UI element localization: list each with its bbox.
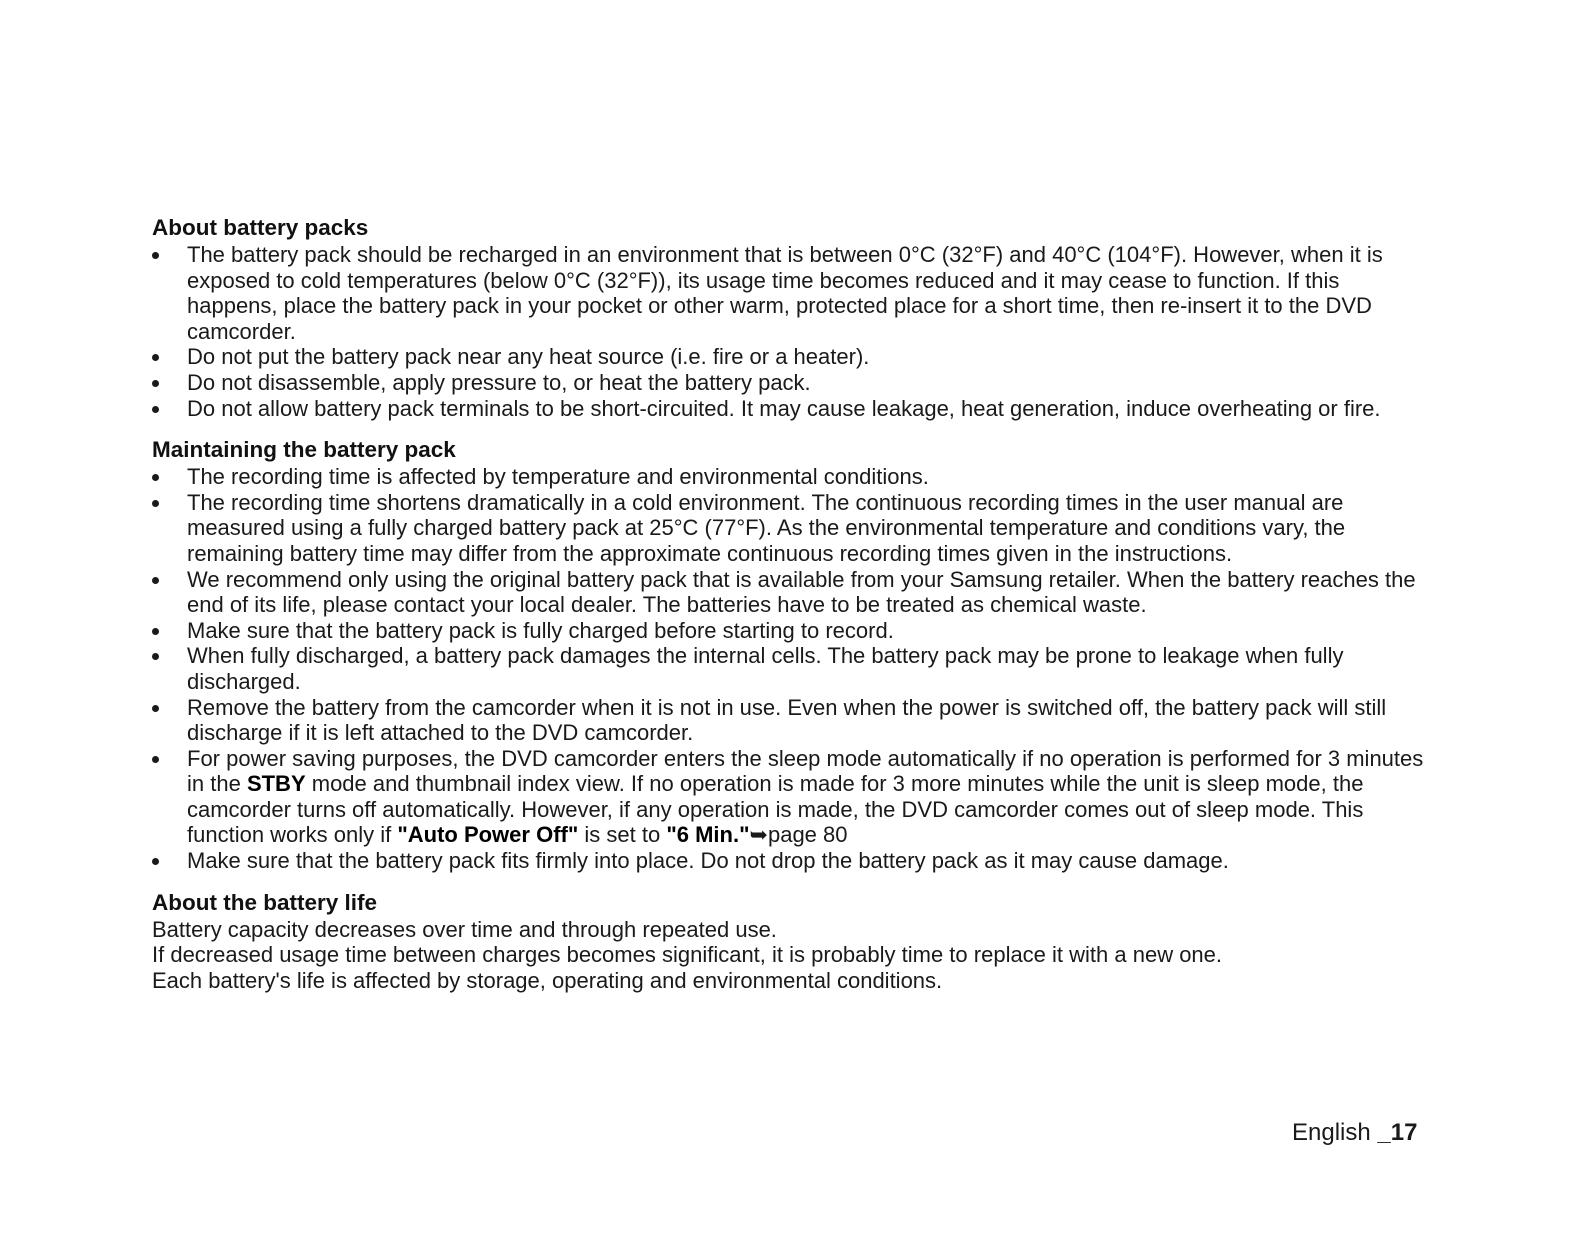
page-reference: page 80 <box>767 822 848 848</box>
list-item: Do not allow battery pack terminals to be short-circuited. It may cause leakage, heat generation, induce overheating or fire. <box>152 396 1432 422</box>
battery-life-line: If decreased usage time between charges becomes significant, it is probably time to replace it with a new one. <box>152 942 1223 968</box>
list-item: The recording time is affected by temperature and environmental conditions. <box>152 464 1432 490</box>
battery-life-line: Each battery's life is affected by storage, operating and environmental conditions. <box>152 968 943 994</box>
list-item: We recommend only using the original battery pack that is available from your Samsung retailer. When the battery reaches the end of its life, please contact your local dealer. The batteries have to be treated as chemical waste. <box>152 567 1432 618</box>
list-item: Do not disassemble, apply pressure to, or heat the battery pack. <box>152 370 1432 396</box>
bullet-icon <box>152 474 159 481</box>
page-number: _17 <box>1377 1119 1418 1146</box>
bullet-icon <box>152 577 159 584</box>
list-about-battery-packs <box>152 242 1432 421</box>
list-maintaining-battery-pack <box>152 464 1432 874</box>
six-min-label: "6 Min." <box>666 822 750 848</box>
heading-maintaining-battery-pack: Maintaining the battery pack <box>152 437 456 463</box>
list-item-power-saving: For power saving purposes, the DVD camcorder enters the sleep mode automatically if no operation is performed for 3 minutes in the STBY mode and thumbnail index view. If no operation is made for 3 more minutes while the unit is sleep mode, the camcorder turns off automatically. However, if any operation is made, the DVD camcorder comes out of sleep mode. This function works only if "Auto Power Off" is set to "6 Min."➥page 80 <box>152 746 1432 848</box>
heading-about-battery-packs: About battery packs <box>152 215 369 240</box>
bullet-icon <box>152 628 159 635</box>
bullet-icon <box>152 756 159 763</box>
bullet-icon <box>152 500 159 507</box>
bullet-icon <box>152 705 159 712</box>
bullet-icon <box>152 252 159 259</box>
list-item: Make sure that the battery pack is fully charged before starting to record. <box>152 618 1432 644</box>
bullet-icon <box>152 354 159 361</box>
bullet-icon <box>152 406 159 413</box>
footer-language: English <box>1292 1119 1378 1146</box>
list-item: Remove the battery from the camcorder when it is not in use. Even when the power is switched off, the battery pack will still discharge if it is left attached to the DVD camcorder. <box>152 695 1432 746</box>
list-item: The battery pack should be recharged in an environment that is between 0°C (32°F) and 40°C (104°F). However, when it is exposed to cold temperatures (below 0°C (32°F)), its usage time becomes reduced and it may cease to function. If this happens, place the battery pack in your pocket or other warm, protected place for a short time, then re-insert it to the DVD camcorder. <box>152 242 1432 344</box>
list-item: Make sure that the battery pack fits firmly into place. Do not drop the battery pack as it may cause damage. <box>152 848 1432 874</box>
stby-mode-label: STBY <box>246 771 306 797</box>
heading-about-battery-life: About the battery life <box>152 889 378 915</box>
list-item: When fully discharged, a battery pack damages the internal cells. The battery pack may be prone to leakage when fully discharged. <box>152 643 1432 694</box>
bullet-icon <box>152 380 159 387</box>
arrow-icon: ➥ <box>749 822 768 848</box>
list-item: The recording time shortens dramatically in a cold environment. The continuous recording times in the user manual are measured using a fully charged battery pack at 25°C (77°F). As the environmental temperature and conditions vary, the remaining battery time may differ from the approximate continuous recording times given in the instructions. <box>152 490 1432 567</box>
document-body <box>152 214 1432 994</box>
bullet-icon <box>152 858 159 865</box>
battery-life-line: Battery capacity decreases over time and through repeated use. <box>152 916 777 942</box>
auto-power-off-label: "Auto Power Off" <box>397 822 579 848</box>
bullet-icon <box>152 653 159 660</box>
list-item: Do not put the battery pack near any heat source (i.e. fire or a heater). <box>152 344 1432 370</box>
page-footer <box>1292 1119 1417 1147</box>
